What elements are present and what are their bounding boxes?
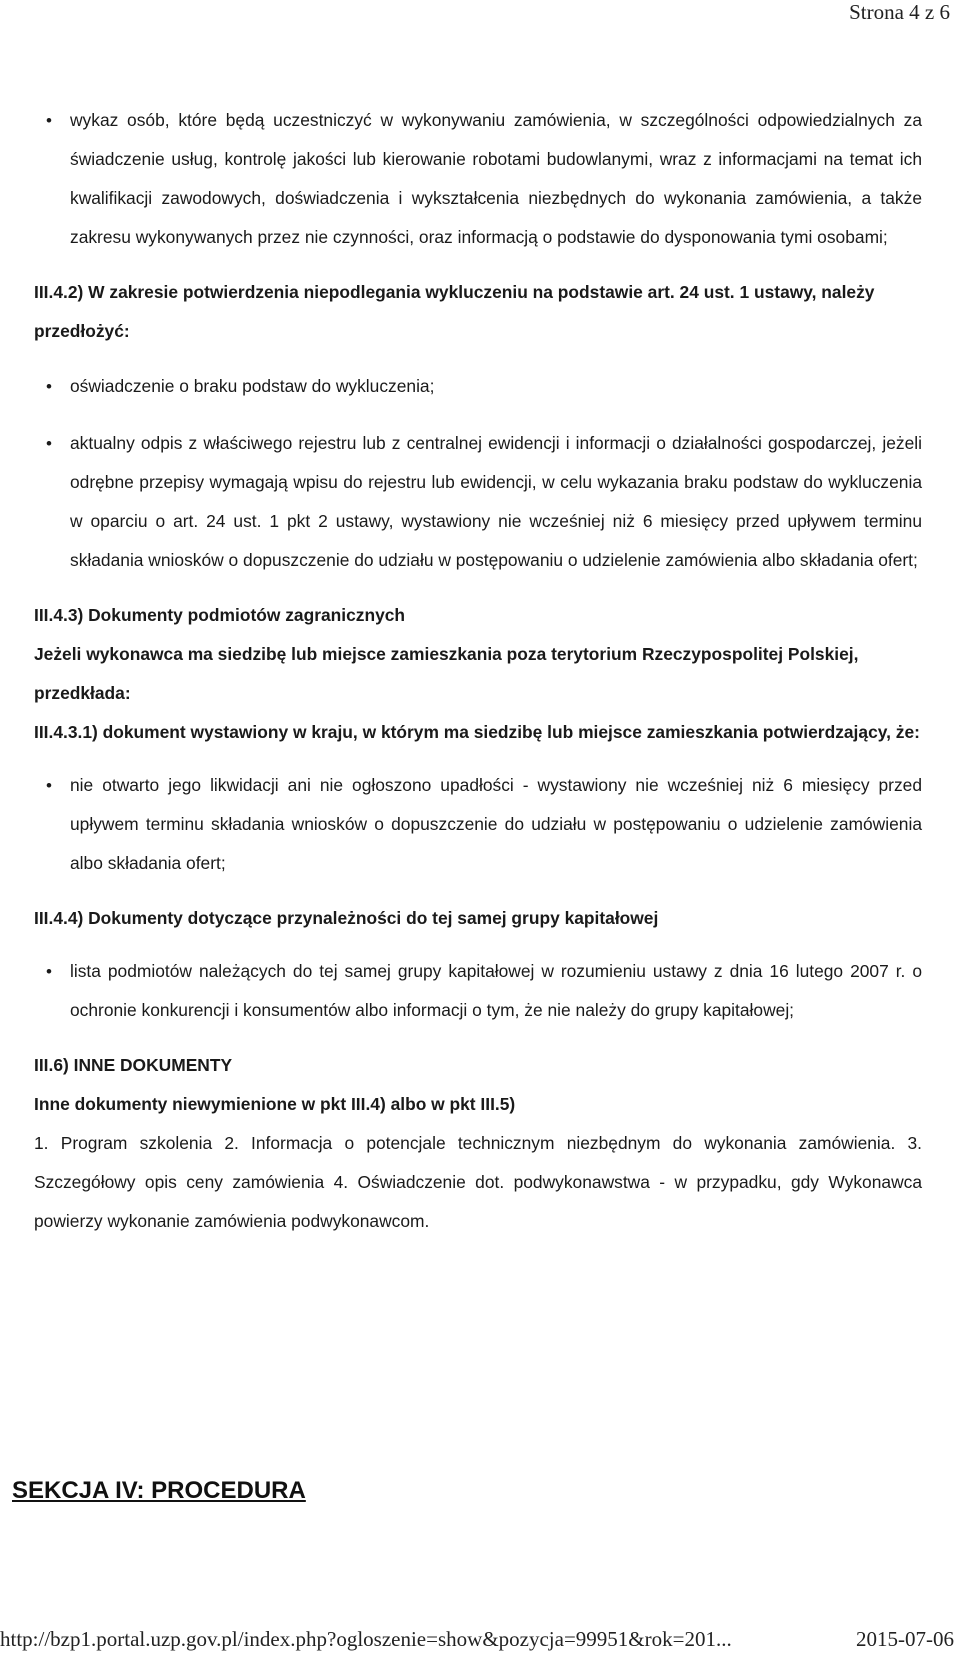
- heading-iii-4-2: III.4.2) W zakresie potwierdzenia niepodlegania wykluczeniu na podstawie art. 24 ust. 1 ustawy, należy przedłożyć:: [34, 282, 875, 341]
- persons-list: [34, 101, 922, 257]
- heading-iii-6: III.6) INNE DOKUMENTY: [34, 1055, 233, 1075]
- heading-iii-4-4: III.4.4) Dokumenty dotyczące przynależności do tej samej grupy kapitałowej: [34, 908, 659, 928]
- other-docs-intro: Inne dokumenty niewymienione w pkt III.4) albo w pkt III.5): [34, 1094, 516, 1114]
- exclusion-docs-list: [34, 367, 922, 580]
- other-docs-list: 1. Program szkolenia 2. Informacja o potencjale technicznym niezbędnym do wykonania zamówienia. 3. Szczegółowy opis ceny zamówienia 4. Oświadczenie dot. podwykonawstwa - w przypadku, gdy Wykonawca powierzy wykonanie zamówienia podwykonawcom.: [34, 1133, 922, 1231]
- list-item: • oświadczenie o braku podstaw do wykluczenia;: [34, 367, 922, 406]
- foreign-docs-list: [34, 766, 922, 883]
- heading-iii-4-3-1: III.4.3.1) dokument wystawiony w kraju, w którym ma siedzibę lub miejsce zamieszkania potwierdzający, że:: [34, 722, 920, 742]
- capital-group-list: [34, 952, 922, 1030]
- foreign-intro: Jeżeli wykonawca ma siedzibę lub miejsce zamieszkania poza terytorium Rzeczypospolitej Polskiej, przedkłada:: [34, 644, 859, 703]
- list-item: • aktualny odpis z właściwego rejestru lub z centralnej ewidencji i informacji o działalności gospodarczej, jeżeli odrębne przepisy wymagają wpisu do rejestru lub ewidencji, w celu wykazania braku podstaw do wykluczenia w oparciu o art. 24 ust. 1 pkt 2 ustawy, wystawiony nie wcześniej niż 6 miesięcy przed upływem terminu składania wniosków o dopuszczenie do udziału w postępowaniu o udzielenie zamówienia albo składania ofert;: [34, 424, 922, 580]
- list-item: • lista podmiotów należących do tej samej grupy kapitałowej w rozumieniu ustawy z dnia 16 lutego 2007 r. o ochronie konkurencji i konsumentów albo informacji o tym, że nie należy do grupy kapitałowej;: [34, 952, 922, 1030]
- document-content: [34, 101, 922, 1241]
- heading-iii-4-3: III.4.3) Dokumenty podmiotów zagranicznych: [34, 605, 406, 625]
- footer-date: 2015-07-06: [856, 1627, 954, 1651]
- footer-url: http://bzp1.portal.uzp.gov.pl/index.php?ogloszenie=show&pozycja=99951&rok=201...: [0, 1627, 732, 1651]
- page-footer: [0, 1624, 954, 1654]
- page-number: Strona 4 z 6: [849, 0, 950, 24]
- list-item: • wykaz osób, które będą uczestniczyć w wykonywaniu zamówienia, w szczególności odpowiedzialnych za świadczenie usług, kontrolę jakości lub kierowanie robotami budowlanymi, wraz z informacjami na temat ich kwalifikacji zawodowych, doświadczenia i wykształcenia niezbędnych do wykonania zamówienia, a także zakresu wykonywanych przez nie czynności, oraz informacją o podstawie do dysponowania tymi osobami;: [34, 101, 922, 257]
- section-title: SEKCJA IV: PROCEDURA: [12, 1477, 306, 1504]
- list-item: • nie otwarto jego likwidacji ani nie ogłoszono upadłości - wystawiony nie wcześniej niż 6 miesięcy przed upływem terminu składania wniosków o dopuszczenie do udziału w postępowaniu o udzielenie zamówienia albo składania ofert;: [34, 766, 922, 883]
